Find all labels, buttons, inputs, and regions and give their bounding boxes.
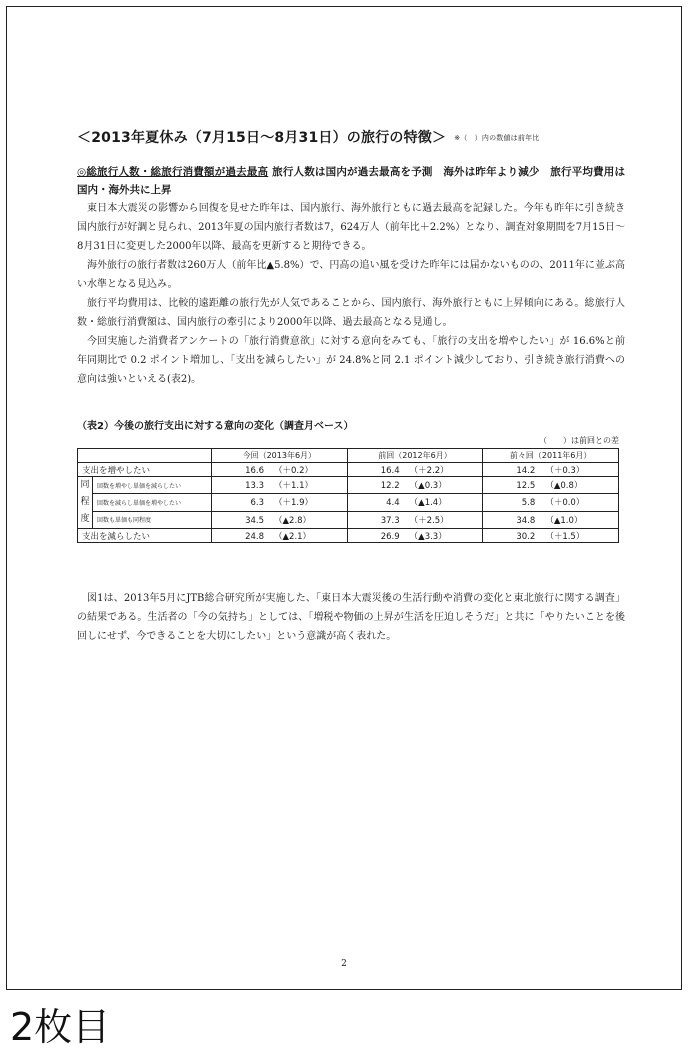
survey-table xyxy=(77,448,619,543)
cell-value: 14.2 xyxy=(516,465,536,476)
headline xyxy=(77,163,625,199)
table-row xyxy=(78,494,619,511)
table-cell xyxy=(483,463,619,477)
header-empty xyxy=(78,449,212,463)
cell-value: 24.8 xyxy=(245,531,264,542)
cell-value: 12.2 xyxy=(380,481,400,492)
cell-value: 16.6 xyxy=(245,465,264,476)
row-label: 回数も単価も同程度 xyxy=(93,511,212,528)
table-note: （ ）は前回との差 xyxy=(539,436,619,445)
cell-value: 12.5 xyxy=(516,481,536,492)
cell-diff: （＋0.0） xyxy=(545,498,585,509)
table-cell xyxy=(212,463,348,477)
table-cell xyxy=(483,529,619,543)
table-cell xyxy=(212,511,348,528)
group-char: 程 xyxy=(80,497,90,507)
paragraph-after-table: 図1は、2013年5月にJTB総合研究所が実施した、「東日本大震災後の生活行動や消費の変化と東北旅行に関する調査」の結果である。生活者の「今の気持ち」としては、「増税や物価の上昇が生活を圧迫しそうだ」と共に「やりたいことを後回しにせず、今できることを大切にしたい」という意識が高く表れた。 xyxy=(77,593,625,642)
document-title xyxy=(77,127,625,147)
page-content xyxy=(77,127,625,646)
cell-diff: （▲2.1） xyxy=(274,531,312,542)
table-cell xyxy=(347,463,483,477)
cell-diff: （＋1.9） xyxy=(274,498,314,509)
table-cell xyxy=(212,494,348,511)
cell-value: 16.4 xyxy=(380,465,400,476)
cell-value: 34.5 xyxy=(245,515,264,526)
table-cell xyxy=(212,477,348,494)
cell-diff: （▲1.4） xyxy=(409,498,447,509)
table-caption: （表2）今後の旅行支出に対する意向の変化（調査月ベース） xyxy=(77,421,354,432)
cell-diff: （＋0.2） xyxy=(274,465,314,476)
table-cell xyxy=(347,494,483,511)
cell-diff: （＋1.5） xyxy=(545,531,585,542)
group-char: 同 xyxy=(80,480,90,490)
cell-value: 26.9 xyxy=(380,531,400,542)
cell-value: 5.8 xyxy=(521,498,536,509)
header-before-previous: 前々回（2011年6月） xyxy=(483,449,619,463)
table-cell xyxy=(483,511,619,528)
cell-diff: （▲3.3） xyxy=(409,531,447,542)
cell-value: 4.4 xyxy=(386,498,400,509)
headline-part1: ◎総旅行人数・総旅行消費額が過去最高 xyxy=(77,166,269,178)
cell-diff: （＋1.1） xyxy=(274,481,314,492)
table-row xyxy=(78,463,619,477)
cell-diff: （＋2.2） xyxy=(409,465,449,476)
sheet-caption: 2枚目 xyxy=(10,1005,111,1049)
cell-diff: （▲0.3） xyxy=(409,481,447,492)
table-row xyxy=(78,529,619,543)
paragraph-1: 東日本大震災の影響から回復を見せた昨年は、国内旅行、海外旅行ともに過去最高を記録した。今年も昨年に引き続き国内旅行が好調と見られ、2013年夏の国内旅行者数は7，624万人（前年比＋2.2%）となり、調査対象期間を7月15日～8月31日に変更した2000年以降、最高を更新すると期待できる。 xyxy=(77,203,625,252)
group-char: 度 xyxy=(80,514,90,524)
group-label xyxy=(78,477,93,529)
headline-part2: 旅行人数は国内が過去最高を予測 海外は昨年より減少 旅行平均費用は国内・海外共に上昇 xyxy=(77,166,626,196)
cell-value: 30.2 xyxy=(516,531,536,542)
paragraph-3: 旅行平均費用は、比較的遠距離の旅行先が人気であることから、国内旅行、海外旅行ともに上昇傾向にある。総旅行人数・総旅行消費額は、国内旅行の牽引により2000年以降、過去最高となる見通し。 xyxy=(77,298,625,328)
cell-diff: （▲1.0） xyxy=(545,515,583,526)
title-text: ＜2013年夏休み（7月15日～8月31日）の旅行の特徴＞ xyxy=(77,130,447,146)
row-label: 支出を減らしたい xyxy=(78,529,212,543)
page-number: 2 xyxy=(341,959,347,969)
cell-value: 6.3 xyxy=(250,498,264,509)
table-row xyxy=(78,511,619,528)
row-label: 回数を増やし単価を減らしたい xyxy=(93,477,212,494)
header-current: 今回（2013年6月） xyxy=(212,449,348,463)
paragraph-4: 今回実施した消費者アンケートの「旅行消費意欲」に対する意向をみても、「旅行の支出を増やしたい」が 16.6%と前年同期比で 0.2 ポイント増加し、「支出を減らしたい」が 24.8%と同 2.1 ポイント減少しており、引き続き旅行消費への意向は強いといえる(表2)。 xyxy=(77,336,625,385)
table-cell xyxy=(483,477,619,494)
cell-diff: （▲0.8） xyxy=(545,481,583,492)
cell-value: 13.3 xyxy=(245,481,264,492)
table-cell xyxy=(483,494,619,511)
header-previous: 前回（2012年6月） xyxy=(347,449,483,463)
cell-diff: （＋0.3） xyxy=(545,465,585,476)
cell-value: 37.3 xyxy=(380,515,400,526)
table-cell xyxy=(347,477,483,494)
row-label: 支出を増やしたい xyxy=(78,463,212,477)
cell-diff: （＋2.5） xyxy=(409,515,449,526)
table-cell xyxy=(347,511,483,528)
document-page xyxy=(6,6,682,990)
table-cell xyxy=(212,529,348,543)
cell-value: 34.8 xyxy=(516,515,536,526)
paragraph-2: 海外旅行の旅行者数は260万人（前年比▲5.8%）で、円高の追い風を受けた昨年には届かないものの、2011年に並ぶ高い水準となる見込み。 xyxy=(77,260,625,290)
row-label: 回数を減らし単価を増やしたい xyxy=(93,494,212,511)
table-cell xyxy=(347,529,483,543)
title-note: ※（ ）内の数値は前年比 xyxy=(454,134,540,142)
cell-diff: （▲2.8） xyxy=(274,515,312,526)
table-row xyxy=(78,477,619,494)
table-header-row xyxy=(78,449,619,463)
